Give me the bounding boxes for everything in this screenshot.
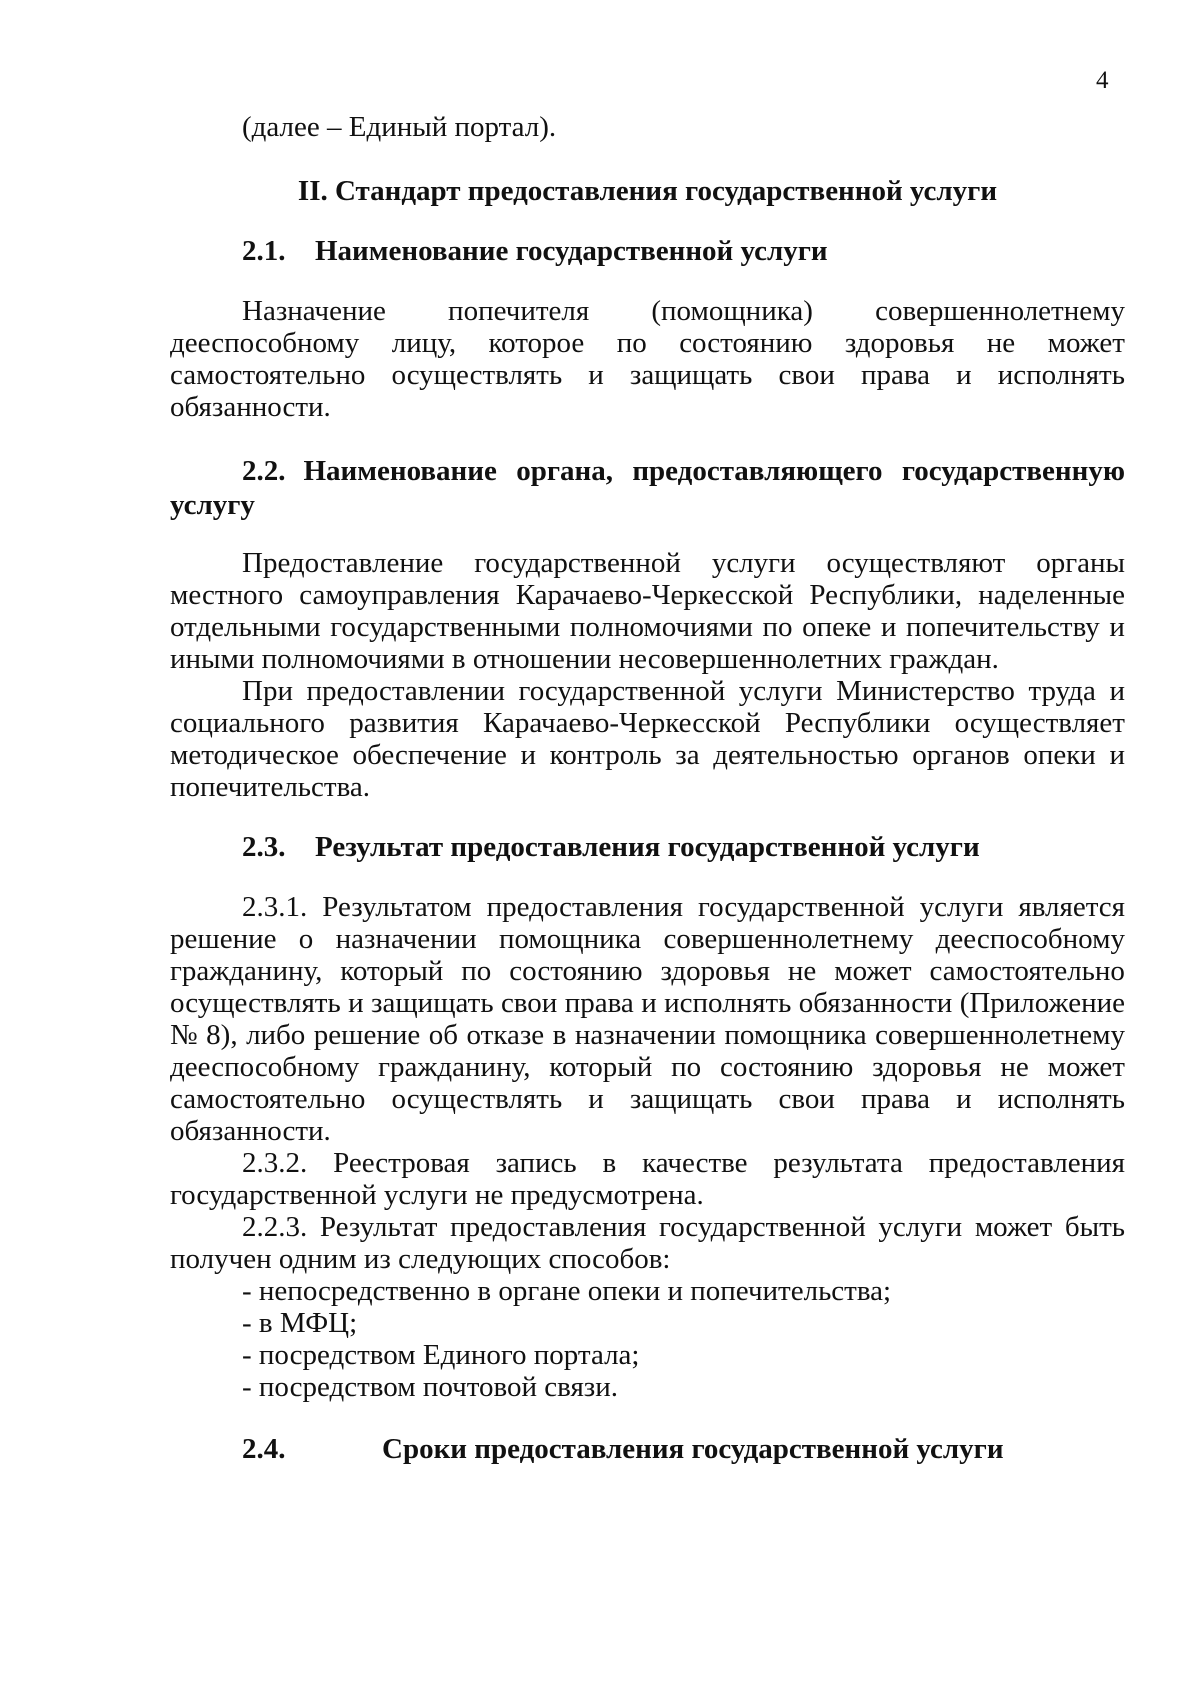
word: и: [1109, 739, 1125, 771]
word: совершеннолетнему: [875, 295, 1125, 327]
word: осуществлять: [170, 987, 341, 1019]
word: 2.3.2.: [242, 1147, 308, 1179]
word: предоставления: [928, 1147, 1125, 1179]
word: государственной: [518, 675, 726, 707]
word: который: [340, 955, 444, 987]
word: не: [1000, 1051, 1029, 1083]
word: опеке: [802, 611, 872, 643]
word: решение: [313, 1019, 421, 1051]
word: состоянию: [720, 1051, 854, 1083]
word: Результат: [319, 1211, 438, 1243]
word: (Приложение: [959, 987, 1125, 1019]
word: 8),: [206, 1019, 238, 1051]
para-2-2-line: [242, 546, 1125, 580]
list-item: - в МФЦ;: [242, 1307, 358, 1339]
word: государственную: [901, 455, 1125, 487]
word: по: [616, 327, 647, 359]
word: и: [956, 1083, 972, 1115]
word: дееспособному: [170, 1051, 360, 1083]
para-2-3-1-line: обязанности.: [170, 1115, 331, 1147]
word: отдельными: [170, 611, 321, 643]
para-2-3-1-line: [170, 922, 1125, 956]
word: Назначение: [242, 295, 386, 327]
word: услуги: [878, 1211, 963, 1243]
word: деятельностью: [713, 739, 899, 771]
word: состоянию: [509, 955, 643, 987]
word: свои: [778, 1083, 835, 1115]
word: и: [348, 987, 364, 1019]
word: дееспособному: [935, 923, 1125, 955]
word: осуществляет: [954, 707, 1125, 739]
word: назначении: [574, 1019, 716, 1051]
list-item: - непосредственно в органе опеки и попечительства;: [242, 1275, 892, 1307]
para-2-1-line: [242, 294, 1125, 328]
word: Республики: [784, 707, 931, 739]
word: 2.2.3.: [242, 1211, 308, 1243]
word: Карачаево-Черкесской: [515, 579, 794, 611]
para-2-2-line: [170, 578, 1125, 612]
word: осуществляют: [826, 547, 1006, 579]
word: №: [170, 1019, 198, 1051]
word: исполнять: [664, 987, 792, 1019]
word: контроль: [549, 739, 662, 771]
word: органы: [1036, 547, 1125, 579]
list-item: - посредством Единого портала;: [242, 1339, 640, 1371]
word: попечителя: [448, 295, 590, 327]
word: труда: [1028, 675, 1096, 707]
para-2-3-1-line: [170, 954, 1125, 988]
word: услуги: [711, 547, 796, 579]
word: и: [1109, 675, 1125, 707]
word: не: [986, 327, 1016, 359]
word: органов: [912, 739, 1010, 771]
word: не: [787, 955, 817, 987]
word: дееспособному: [170, 327, 360, 359]
para-2-1-line: обязанности.: [170, 391, 331, 423]
word: гражданину,: [170, 955, 323, 987]
section-title: II. Стандарт предоставления государственной услуги: [297, 175, 998, 207]
para-2-3-1-line: [170, 1050, 1125, 1084]
word: обязанности: [798, 987, 953, 1019]
heading-2-3-title: Результат предоставления государственной услуги: [315, 831, 980, 863]
word: предоставлении: [306, 675, 505, 707]
word: и: [880, 611, 897, 643]
word: помощника: [724, 1019, 867, 1051]
word: и: [520, 739, 537, 771]
word: результата: [773, 1147, 903, 1179]
word: помощника: [498, 923, 642, 955]
word: защищать: [371, 987, 494, 1019]
word: При: [242, 675, 293, 707]
word: состоянию: [679, 327, 813, 359]
word: об: [428, 1019, 459, 1051]
word: может: [1047, 327, 1125, 359]
heading-2-2-title: [242, 454, 1125, 488]
word: и: [956, 359, 972, 391]
word: Результатом: [322, 891, 472, 923]
word: опеки: [1023, 739, 1096, 771]
heading-2-2-words: [304, 454, 1126, 488]
para-2-3-2-line: [242, 1146, 1125, 1180]
word: Республики,: [809, 579, 963, 611]
para-2-2-line: [170, 610, 1125, 644]
word: в: [552, 1019, 567, 1051]
word: здоровья: [872, 1051, 982, 1083]
word: государственными: [330, 611, 561, 643]
word: осуществлять: [391, 359, 563, 391]
word: права: [860, 1083, 931, 1115]
word: качестве: [642, 1147, 748, 1179]
word: свои: [778, 359, 835, 391]
word: и: [588, 1083, 604, 1115]
word: предоставления: [450, 1211, 647, 1243]
heading-2-2-title-cont: услугу: [170, 489, 255, 521]
word: является: [1018, 891, 1125, 923]
word: услуги: [738, 675, 823, 707]
word: и: [1109, 611, 1125, 643]
word: Министерство: [836, 675, 1015, 707]
word: права: [564, 987, 634, 1019]
word: защищать: [629, 1083, 753, 1115]
word: Реестровая: [333, 1147, 470, 1179]
word: здоровья: [844, 327, 955, 359]
word: запись: [495, 1147, 577, 1179]
para-2-3-1-line: [242, 890, 1125, 924]
para-2-2b-line: [170, 738, 1125, 772]
word: наделенные: [978, 579, 1125, 611]
word: услуги: [919, 891, 1004, 923]
word: либо: [246, 1019, 306, 1051]
word: Наименование: [303, 455, 497, 487]
word: и: [588, 359, 604, 391]
page-number: 4: [1096, 67, 1109, 94]
word: предоставления: [486, 891, 683, 923]
word: (помощника): [651, 295, 813, 327]
para-2-2-3-line: получен одним из следующих способов:: [170, 1243, 671, 1275]
para-2-2b-line: [170, 706, 1125, 740]
word: которое: [488, 327, 585, 359]
word: государственной: [697, 891, 905, 923]
word: права: [860, 359, 931, 391]
word: совершеннолетнему: [663, 923, 914, 955]
word: может: [974, 1211, 1053, 1243]
word: лицу,: [391, 327, 457, 359]
word: обеспечение: [352, 739, 507, 771]
word: органа,: [516, 455, 613, 487]
word: Карачаево-Черкесской: [483, 707, 761, 739]
para-2-3-1-line: [170, 986, 1125, 1020]
word: государственной: [659, 1211, 866, 1243]
heading-2-2-number: 2.2.: [242, 455, 286, 487]
word: полномочиями: [569, 611, 753, 643]
para-2-2-3-line: [242, 1210, 1125, 1244]
word: социального: [170, 707, 325, 739]
word: в: [602, 1147, 617, 1179]
para-2-1-line: [170, 358, 1125, 392]
word: методическое: [170, 739, 339, 771]
word: государственной: [474, 547, 681, 579]
continuation-text: (далее – Единый портал).: [242, 111, 557, 143]
heading-2-4-title: Сроки предоставления государственной услуги: [382, 1433, 1004, 1465]
word: самостоятельно: [170, 1083, 366, 1115]
word: исполнять: [997, 1083, 1125, 1115]
word: который: [549, 1051, 653, 1083]
word: местного: [170, 579, 284, 611]
word: решение: [170, 923, 277, 955]
heading-2-1-title: Наименование государственной услуги: [315, 235, 828, 267]
word: за: [675, 739, 700, 771]
para-2-2b-line: попечительства.: [170, 771, 371, 803]
heading-2-4-number: 2.4.: [242, 1433, 286, 1465]
word: может: [1047, 1051, 1125, 1083]
word: 2.3.1.: [242, 891, 308, 923]
word: исполнять: [997, 359, 1125, 391]
para-2-3-1-line: [170, 1018, 1125, 1052]
word: назначении: [335, 923, 477, 955]
word: защищать: [629, 359, 753, 391]
word: по: [461, 955, 492, 987]
word: попечительству: [906, 611, 1100, 643]
para-2-3-2-line: государственной услуги не предусмотрена.: [170, 1179, 704, 1211]
word: развития: [349, 707, 459, 739]
para-2-1-line: [170, 326, 1125, 360]
word: быть: [1064, 1211, 1125, 1243]
para-2-2-line: иными полномочиями в отношении несовершеннолетних граждан.: [170, 643, 999, 675]
word: совершеннолетнему: [875, 1019, 1125, 1051]
word: предоставляющего: [632, 455, 883, 487]
word: гражданину,: [378, 1051, 531, 1083]
word: может: [834, 955, 912, 987]
word: самоуправления: [299, 579, 500, 611]
word: по: [762, 611, 793, 643]
word: и: [641, 987, 657, 1019]
word: здоровья: [660, 955, 770, 987]
word: о: [298, 923, 314, 955]
word: по: [671, 1051, 702, 1083]
list-item: - посредством почтовой связи.: [242, 1371, 619, 1403]
para-2-3-1-line: [170, 1082, 1125, 1116]
word: осуществлять: [391, 1083, 563, 1115]
para-2-2b-line: [242, 674, 1125, 708]
word: свои: [500, 987, 558, 1019]
word: Предоставление: [242, 547, 444, 579]
heading-2-1-number: 2.1.: [242, 235, 286, 267]
word: отказе: [466, 1019, 545, 1051]
word: самостоятельно: [170, 359, 366, 391]
word: самостоятельно: [929, 955, 1125, 987]
heading-2-3-number: 2.3.: [242, 831, 286, 863]
